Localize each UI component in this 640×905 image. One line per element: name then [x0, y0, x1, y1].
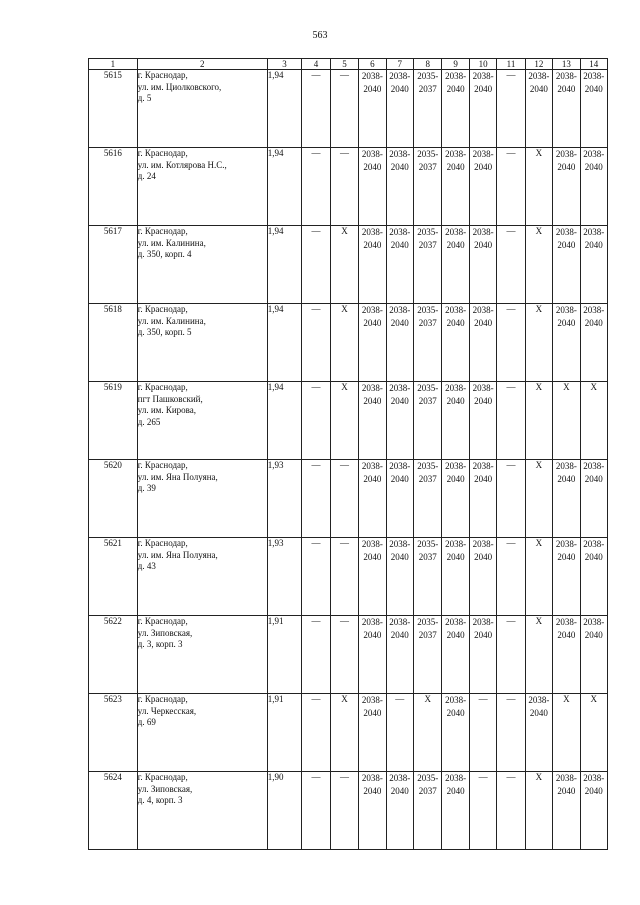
cell-col-6: 2038- 2040: [359, 772, 386, 850]
cell-col-11: —: [497, 616, 525, 694]
cell-col-8: 2035- 2037: [414, 460, 442, 538]
table-row: [89, 616, 608, 694]
cell-col-13: 2038- 2040: [553, 460, 580, 538]
cell-col-8: 2035- 2037: [414, 226, 442, 304]
row-id: 5622: [89, 616, 138, 694]
cell-col-5: —: [330, 148, 358, 226]
table-row: [89, 460, 608, 538]
address-cell: [137, 382, 267, 460]
address-line: д. 39: [137, 483, 156, 493]
cell-col-14: 2038- 2040: [580, 538, 607, 616]
cell-col-9: 2038- 2040: [442, 226, 469, 304]
cell-col-6: 2038- 2040: [359, 304, 386, 382]
row-id: 5621: [89, 538, 138, 616]
address-line: ул. им. Котлярова Н.С.,: [137, 159, 227, 170]
address-line: г. Краснодар,: [137, 616, 188, 626]
row-id: 5616: [89, 148, 138, 226]
cell-col-11: —: [497, 148, 525, 226]
cell-col-7: —: [386, 694, 413, 772]
cell-col-12: X: [525, 148, 552, 226]
cell-col-9: 2038- 2040: [442, 304, 469, 382]
address-line: д. 5: [137, 93, 152, 103]
cell-col-9: 2038- 2040: [442, 382, 469, 460]
cell-col-5: —: [330, 460, 358, 538]
table-row: [89, 772, 608, 850]
cell-col-9: 2038- 2040: [442, 460, 469, 538]
address-line: г. Краснодар,: [137, 382, 188, 392]
address-cell: [137, 772, 267, 850]
cell-col-12: X: [525, 304, 552, 382]
column-header-3: 3: [267, 59, 302, 70]
table-row: [89, 382, 608, 460]
cell-col-5: —: [330, 772, 358, 850]
cell-col-4: —: [302, 304, 330, 382]
address-cell: [137, 616, 267, 694]
cell-col-4: —: [302, 694, 330, 772]
address-line: ул. им. Циолковского,: [137, 81, 222, 92]
cell-col-10: 2038- 2040: [469, 382, 496, 460]
cell-col-4: —: [302, 616, 330, 694]
column-header-8: 8: [414, 59, 442, 70]
cell-col-8: 2035- 2037: [414, 382, 442, 460]
cell-col-13: 2038- 2040: [553, 304, 580, 382]
cell-col-14: X: [580, 694, 607, 772]
address-line: пгт Пашковский,: [137, 393, 203, 404]
data-table: [88, 58, 608, 850]
value-cell: 1,91: [267, 694, 302, 772]
column-header-14: 14: [580, 59, 607, 70]
address-line: г. Краснодар,: [137, 538, 188, 548]
cell-col-6: 2038- 2040: [359, 382, 386, 460]
cell-col-12: X: [525, 460, 552, 538]
cell-col-11: —: [497, 694, 525, 772]
cell-col-14: 2038- 2040: [580, 148, 607, 226]
address-line: д. 350, корп. 5: [137, 327, 192, 337]
cell-col-14: X: [580, 382, 607, 460]
cell-col-4: —: [302, 382, 330, 460]
cell-col-14: 2038- 2040: [580, 460, 607, 538]
cell-col-14: 2038- 2040: [580, 226, 607, 304]
table-row: [89, 226, 608, 304]
cell-col-8: 2035- 2037: [414, 70, 442, 148]
cell-col-11: —: [497, 304, 525, 382]
cell-col-12: X: [525, 538, 552, 616]
row-id: 5624: [89, 772, 138, 850]
cell-col-7: 2038- 2040: [386, 304, 413, 382]
value-cell: 1,94: [267, 70, 302, 148]
cell-col-7: 2038- 2040: [386, 460, 413, 538]
cell-col-7: 2038- 2040: [386, 772, 413, 850]
address-line: д. 4, корп. 3: [137, 795, 183, 805]
address-line: д. 69: [137, 717, 156, 727]
address-line: д. 350, корп. 4: [137, 249, 192, 259]
cell-col-4: —: [302, 148, 330, 226]
cell-col-13: X: [553, 694, 580, 772]
address-line: д. 3, корп. 3: [137, 639, 183, 649]
value-cell: 1,94: [267, 304, 302, 382]
cell-col-10: 2038- 2040: [469, 538, 496, 616]
cell-col-8: 2035- 2037: [414, 304, 442, 382]
cell-col-5: X: [330, 304, 358, 382]
address-cell: [137, 148, 267, 226]
cell-col-10: 2038- 2040: [469, 304, 496, 382]
cell-col-7: 2038- 2040: [386, 148, 413, 226]
cell-col-5: X: [330, 226, 358, 304]
cell-col-11: —: [497, 460, 525, 538]
row-id: 5617: [89, 226, 138, 304]
cell-col-13: 2038- 2040: [553, 148, 580, 226]
cell-col-14: 2038- 2040: [580, 304, 607, 382]
address-line: г. Краснодар,: [137, 148, 188, 158]
value-cell: 1,94: [267, 382, 302, 460]
cell-col-13: 2038- 2040: [553, 538, 580, 616]
cell-col-5: —: [330, 538, 358, 616]
address-line: д. 265: [137, 416, 161, 427]
cell-col-5: —: [330, 616, 358, 694]
column-header-1: 1: [89, 59, 138, 70]
cell-col-8: 2035- 2037: [414, 538, 442, 616]
cell-col-6: 2038- 2040: [359, 616, 386, 694]
column-header-11: 11: [497, 59, 525, 70]
cell-col-10: 2038- 2040: [469, 460, 496, 538]
column-header-4: 4: [302, 59, 330, 70]
address-line: г. Краснодар,: [137, 772, 188, 782]
value-cell: 1,94: [267, 148, 302, 226]
cell-col-8: 2035- 2037: [414, 616, 442, 694]
cell-col-6: 2038- 2040: [359, 538, 386, 616]
cell-col-7: 2038- 2040: [386, 226, 413, 304]
address-cell: [137, 226, 267, 304]
table-row: [89, 304, 608, 382]
column-header-6: 6: [359, 59, 386, 70]
address-cell: [137, 694, 267, 772]
address-cell: [137, 304, 267, 382]
cell-col-9: 2038- 2040: [442, 148, 469, 226]
cell-col-7: 2038- 2040: [386, 382, 413, 460]
address-line: ул. им. Кирова,: [137, 405, 197, 415]
row-id: 5623: [89, 694, 138, 772]
address-line: ул. Черкесская,: [137, 705, 197, 716]
header-row: [89, 59, 608, 70]
cell-col-9: 2038- 2040: [442, 70, 469, 148]
cell-col-12: 2038- 2040: [525, 70, 552, 148]
cell-col-5: X: [330, 382, 358, 460]
cell-col-8: 2035- 2037: [414, 772, 442, 850]
address-line: ул. Зиповская,: [137, 627, 193, 638]
cell-col-13: 2038- 2040: [553, 772, 580, 850]
cell-col-9: 2038- 2040: [442, 772, 469, 850]
cell-col-8: 2035- 2037: [414, 148, 442, 226]
cell-col-13: 2038- 2040: [553, 616, 580, 694]
cell-col-6: 2038- 2040: [359, 460, 386, 538]
address-cell: [137, 70, 267, 148]
page-number: 563: [312, 30, 328, 41]
cell-col-11: —: [497, 772, 525, 850]
cell-col-12: X: [525, 382, 552, 460]
table-row: [89, 694, 608, 772]
table-row: [89, 538, 608, 616]
cell-col-12: X: [525, 772, 552, 850]
address-line: ул. им. Калинина,: [137, 237, 206, 248]
row-id: 5619: [89, 382, 138, 460]
cell-col-8: X: [414, 694, 442, 772]
address-line: д. 24: [137, 171, 156, 181]
column-header-2: 2: [137, 59, 267, 70]
value-cell: 1,93: [267, 538, 302, 616]
address-line: ул. им. Яна Полуяна,: [137, 471, 218, 482]
cell-col-4: —: [302, 226, 330, 304]
address-line: г. Краснодар,: [137, 70, 188, 80]
cell-col-7: 2038- 2040: [386, 70, 413, 148]
address-line: г. Краснодар,: [137, 304, 188, 314]
cell-col-13: 2038- 2040: [553, 70, 580, 148]
cell-col-4: —: [302, 70, 330, 148]
cell-col-7: 2038- 2040: [386, 538, 413, 616]
row-id: 5620: [89, 460, 138, 538]
cell-col-9: 2038- 2040: [442, 616, 469, 694]
cell-col-11: —: [497, 70, 525, 148]
column-header-7: 7: [386, 59, 413, 70]
cell-col-12: X: [525, 226, 552, 304]
value-cell: 1,93: [267, 460, 302, 538]
cell-col-10: —: [469, 772, 496, 850]
address-cell: [137, 538, 267, 616]
table-row: [89, 70, 608, 148]
cell-col-14: 2038- 2040: [580, 70, 607, 148]
value-cell: 1,94: [267, 226, 302, 304]
cell-col-4: —: [302, 772, 330, 850]
cell-col-7: 2038- 2040: [386, 616, 413, 694]
value-cell: 1,91: [267, 616, 302, 694]
cell-col-12: 2038- 2040: [525, 694, 552, 772]
value-cell: 1,90: [267, 772, 302, 850]
cell-col-4: —: [302, 460, 330, 538]
address-line: д. 43: [137, 561, 156, 571]
column-header-13: 13: [553, 59, 580, 70]
address-line: г. Краснодар,: [137, 694, 188, 704]
address-line: г. Краснодар,: [137, 460, 188, 470]
cell-col-10: 2038- 2040: [469, 226, 496, 304]
cell-col-6: 2038- 2040: [359, 148, 386, 226]
cell-col-10: —: [469, 694, 496, 772]
column-header-12: 12: [525, 59, 552, 70]
cell-col-11: —: [497, 382, 525, 460]
cell-col-14: 2038- 2040: [580, 772, 607, 850]
cell-col-13: 2038- 2040: [553, 226, 580, 304]
address-line: ул. Зиповская,: [137, 783, 193, 794]
cell-col-10: 2038- 2040: [469, 616, 496, 694]
cell-col-5: X: [330, 694, 358, 772]
cell-col-9: 2038- 2040: [442, 694, 469, 772]
column-header-9: 9: [442, 59, 469, 70]
cell-col-6: 2038- 2040: [359, 226, 386, 304]
cell-col-10: 2038- 2040: [469, 70, 496, 148]
cell-col-6: 2038- 2040: [359, 694, 386, 772]
cell-col-11: —: [497, 226, 525, 304]
cell-col-6: 2038- 2040: [359, 70, 386, 148]
cell-col-14: 2038- 2040: [580, 616, 607, 694]
cell-col-11: —: [497, 538, 525, 616]
row-id: 5618: [89, 304, 138, 382]
table-row: [89, 148, 608, 226]
column-header-5: 5: [330, 59, 358, 70]
cell-col-13: X: [553, 382, 580, 460]
cell-col-4: —: [302, 538, 330, 616]
cell-col-12: X: [525, 616, 552, 694]
address-line: г. Краснодар,: [137, 226, 188, 236]
row-id: 5615: [89, 70, 138, 148]
address-line: ул. им. Калинина,: [137, 315, 206, 326]
cell-col-10: 2038- 2040: [469, 148, 496, 226]
address-line: ул. им. Яна Полуяна,: [137, 549, 218, 560]
column-header-10: 10: [469, 59, 496, 70]
table-body: [89, 70, 608, 850]
cell-col-5: —: [330, 70, 358, 148]
cell-col-9: 2038- 2040: [442, 538, 469, 616]
address-cell: [137, 460, 267, 538]
